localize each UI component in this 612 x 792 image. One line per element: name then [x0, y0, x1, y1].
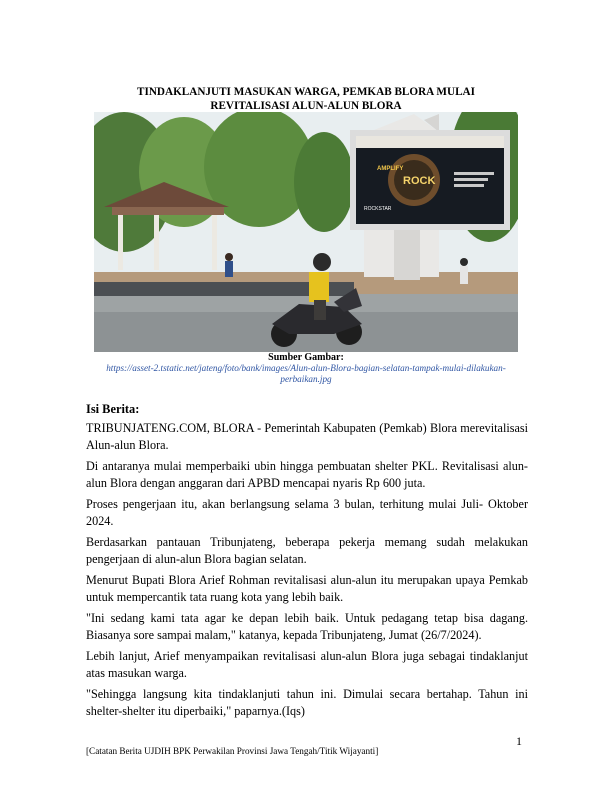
billboard-text-main: ROCK — [403, 175, 436, 187]
image-source-url-line-1[interactable]: https://asset-2.tstatic.net/jateng/foto/bank/images/Alun-alun-Blora-bagian-selatan-tampak-mulai-dilakukan- — [106, 363, 506, 373]
paragraph: Di antaranya mulai memperbaiki ubin hingga pembuatan shelter PKL. Revitalisasi alun-alun Blora dengan anggaran dari APBD mencapai nyaris Rp 600 juta. — [86, 459, 528, 491]
image-source-label: Sumber Gambar: — [268, 352, 344, 363]
article-body — [86, 420, 528, 724]
article-title — [60, 85, 552, 113]
paragraph: Lebih lanjut, Arief menyampaikan revitalisasi alun-alun Blora juga sebagai tindaklanjut atas masukan warga. — [86, 649, 528, 681]
article-title-line-2: REVITALISASI ALUN-ALUN BLORA — [210, 100, 402, 112]
article-title-line-1: TINDAKLANJUTI MASUKAN WARGA, PEMKAB BLORA MULAI — [137, 86, 475, 98]
news-photo — [94, 112, 518, 352]
billboard-text-small: ROCKSTAR — [364, 206, 392, 212]
image-source-url[interactable] — [80, 363, 532, 385]
section-heading: Isi Berita: — [86, 402, 140, 416]
image-source-url-line-2[interactable]: perbaikan.jpg — [280, 374, 332, 384]
paragraph: Menurut Bupati Blora Arief Rohman revitalisasi alun-alun itu merupakan upaya Pemkab untuk mempercantik tata ruang kota yang lebih baik. — [86, 573, 528, 605]
paragraph: Berdasarkan pantauan Tribunjateng, beberapa pekerja memang sudah melakukan pengerjaan di alun-alun Blora bagian selatan. — [86, 535, 528, 567]
page-number: 1 — [516, 734, 522, 748]
paragraph: "Ini sedang kami tata agar ke depan lebih baik. Untuk pedagang tetap bisa dagang. Biasanya sore sampai malam," katanya, kepada Tribunjateng, Jumat (26/7/2024). — [86, 611, 528, 643]
paragraph: "Sehingga langsung kita tindaklanjuti tahun ini. Dimulai secara bertahap. Tahun ini shelter-shelter itu diperbaiki," paparnya.(Iqs) — [86, 687, 528, 719]
paragraph: Proses pengerjaan itu, akan berlangsung selama 3 bulan, terhitung mulai Juli- Oktober 2024. — [86, 497, 528, 529]
page-footer: [Catatan Berita UJDIH BPK Perwakilan Provinsi Jawa Tengah/Titik Wijayanti] — [86, 746, 379, 756]
paragraph: TRIBUNJATENG.COM, BLORA - Pemerintah Kabupaten (Pemkab) Blora merevitalisasi Alun-alun Blora. — [86, 421, 528, 453]
billboard-text-top: AMPLIFY — [377, 166, 404, 172]
